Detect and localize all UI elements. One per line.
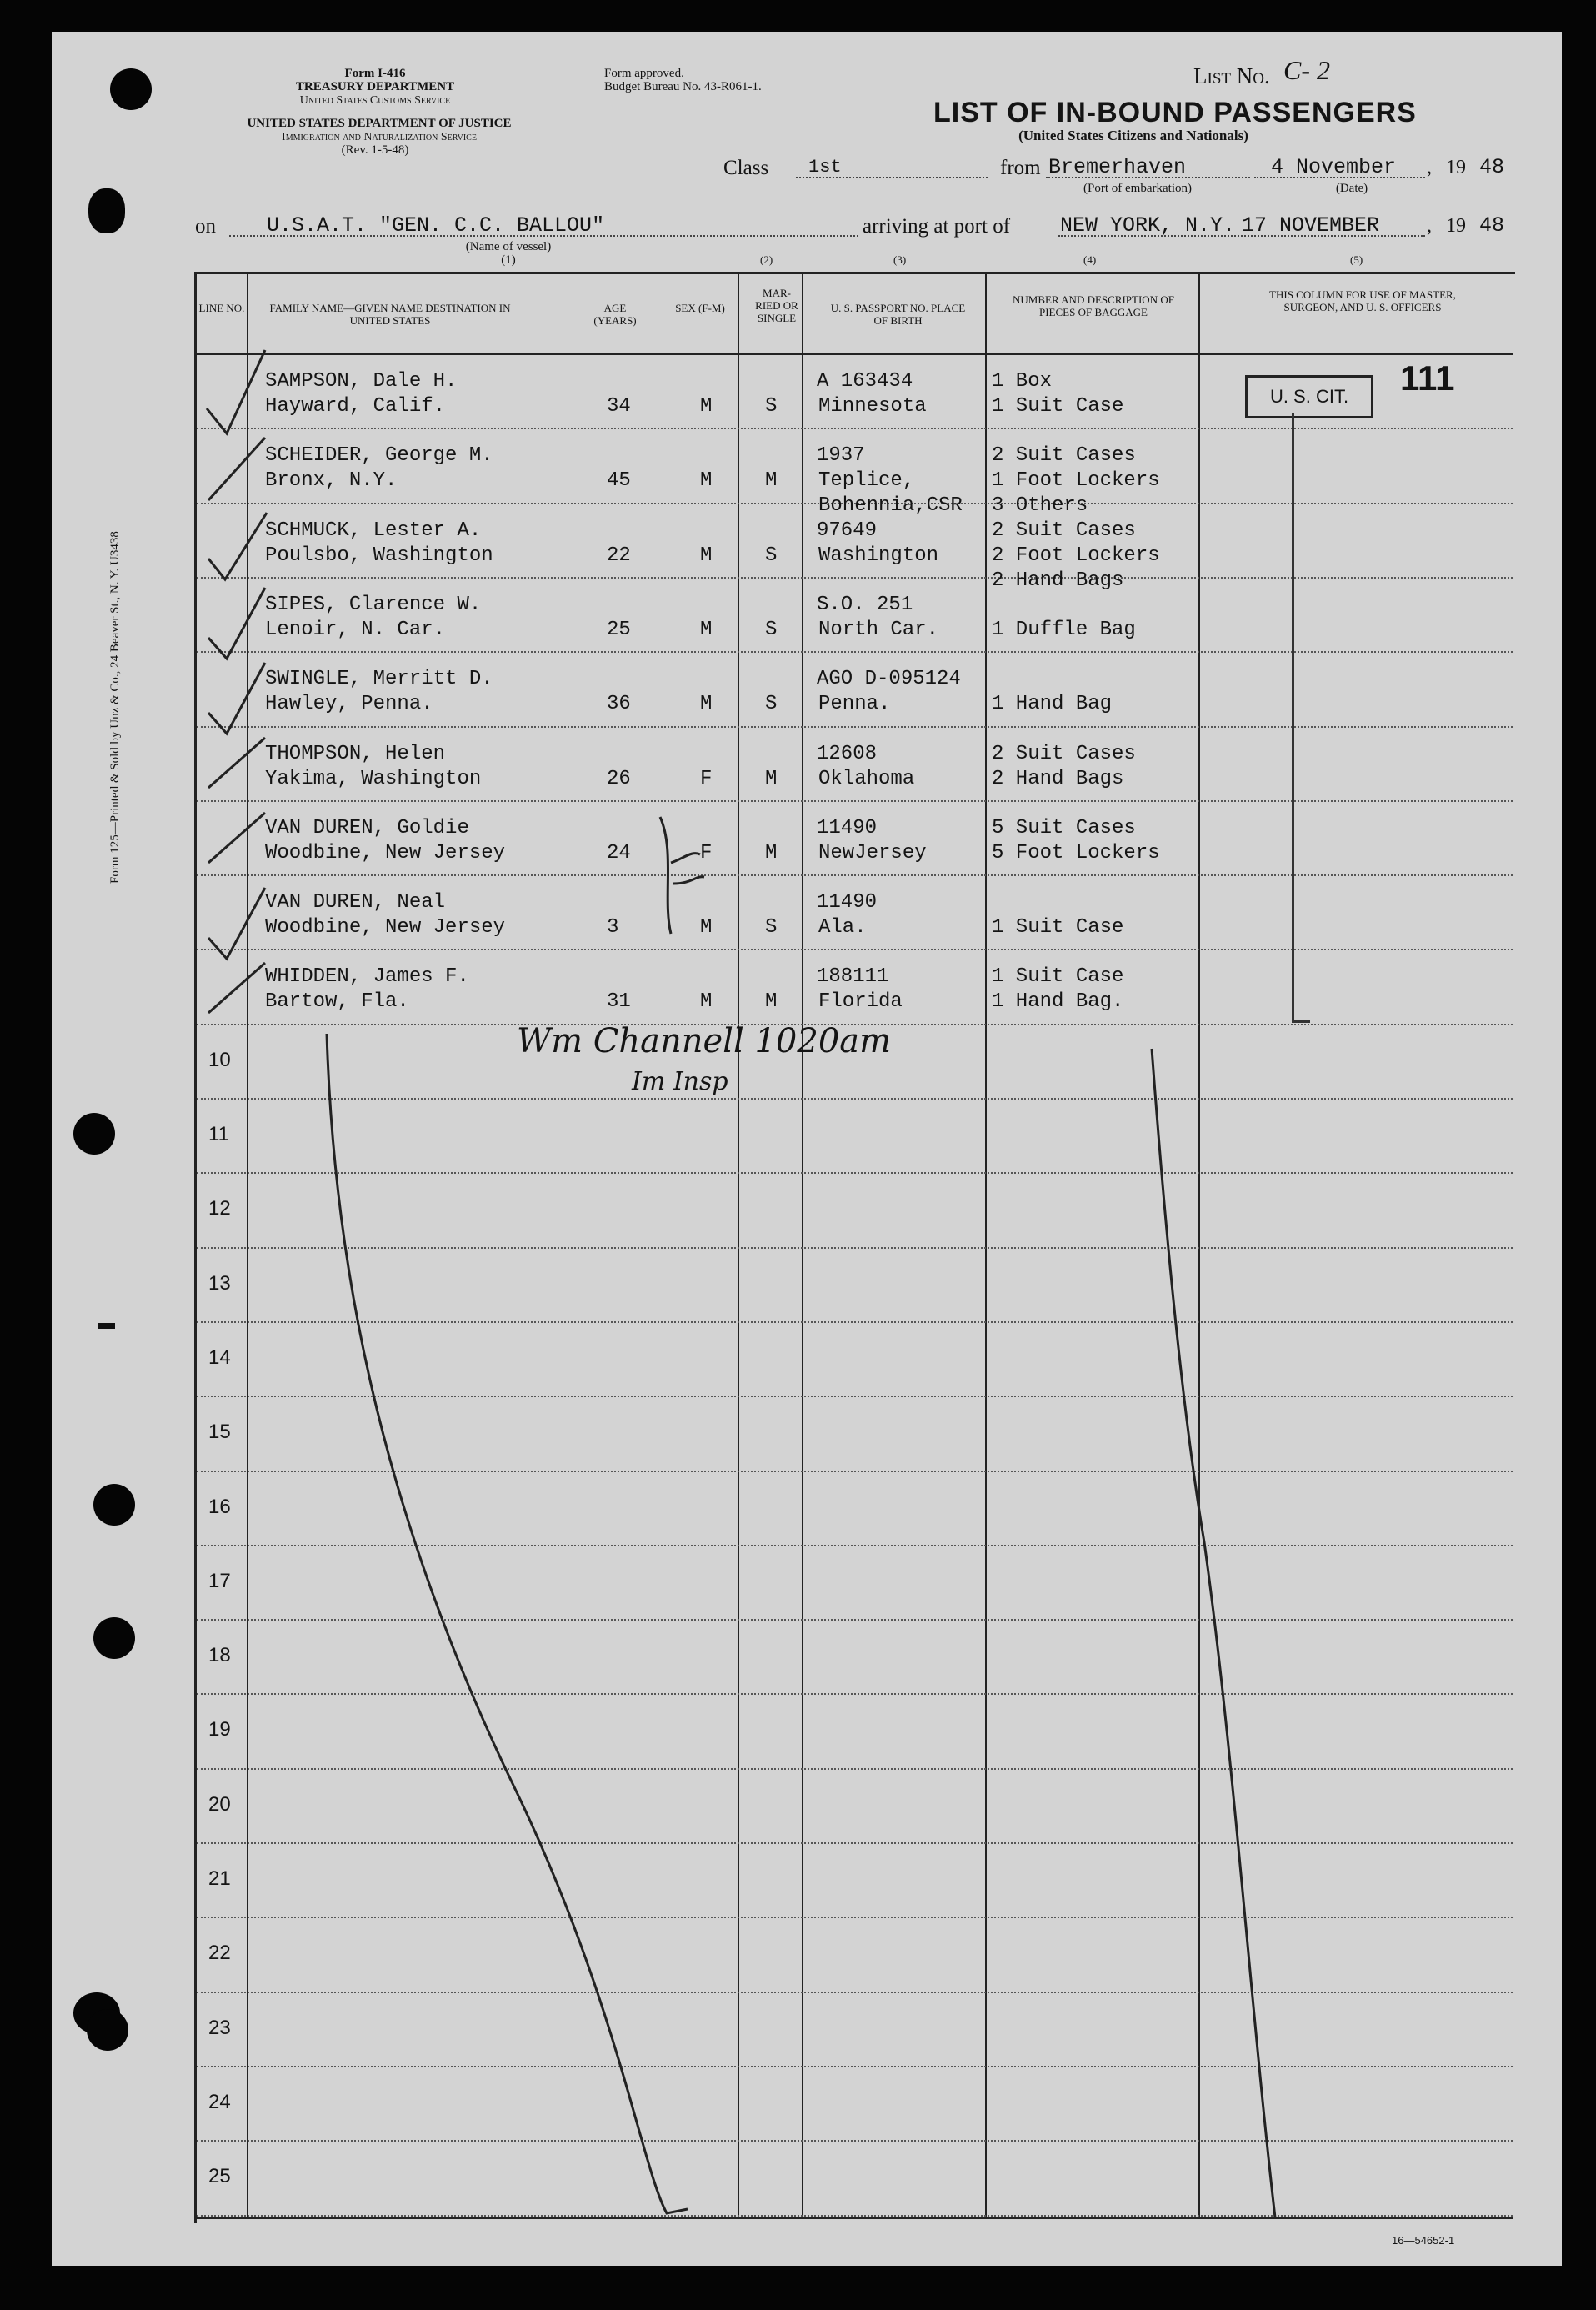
cancel-line-left xyxy=(327,1034,688,2213)
passport-number: AGO D-095124 xyxy=(817,668,961,691)
passenger-marital-status: M xyxy=(765,469,778,493)
port-of-embarkation: Bremerhaven xyxy=(1048,155,1187,179)
passenger-sex: F xyxy=(700,841,713,864)
date-caption: (Date) xyxy=(1335,182,1368,195)
check-mark-5 xyxy=(208,663,265,734)
line-number: 20 xyxy=(208,1792,231,1816)
passenger-destination: Bronx, N.Y. xyxy=(265,469,398,493)
page-subtitle: (United States Citizens and Nationals) xyxy=(1018,128,1248,143)
col-header-married: MAR-RIED OR SINGLE xyxy=(755,287,798,324)
year-value: 48 xyxy=(1479,155,1505,179)
passenger-destination: Woodbine, New Jersey xyxy=(265,916,506,940)
passenger-destination: Hayward, Calif. xyxy=(265,395,446,418)
vessel-name: U.S.A.T. "GEN. C.C. BALLOU" xyxy=(267,213,605,238)
year-prefix: 19 xyxy=(1446,157,1466,178)
passenger-destination: Hawley, Penna. xyxy=(265,693,433,716)
place-of-birth: Ala. xyxy=(818,916,867,940)
form-number: Form I-416 xyxy=(344,67,406,80)
baggage-line-1: 1 Suit Case xyxy=(992,965,1124,989)
passenger-name: WHIDDEN, James F. xyxy=(265,965,469,989)
line-number: 11 xyxy=(208,1123,229,1145)
line-number: 13 xyxy=(208,1271,231,1295)
check-mark-2 xyxy=(208,438,265,500)
passenger-name: VAN DUREN, Goldie xyxy=(265,816,469,839)
col5-number: (5) xyxy=(1350,253,1363,266)
check-mark-8 xyxy=(208,888,265,959)
place-of-birth: Penna. xyxy=(818,693,891,716)
line-number: 19 xyxy=(208,1718,231,1741)
passenger-age: 26 xyxy=(607,767,631,790)
baggage-line-2: 1 Duffle Bag xyxy=(992,618,1136,641)
passenger-sex: M xyxy=(700,618,713,641)
passenger-count: 111 xyxy=(1400,358,1455,398)
place-of-birth: Florida xyxy=(818,990,903,1014)
passenger-marital-status: M xyxy=(765,841,778,864)
passenger-sex: M xyxy=(700,990,713,1014)
baggage-line-1: 2 Suit Cases xyxy=(992,444,1136,468)
passport-number: 97649 xyxy=(817,519,878,542)
passenger-marital-status: S xyxy=(765,618,778,641)
line-number: 18 xyxy=(208,1644,231,1667)
baggage-line-1: 1 Box xyxy=(992,370,1053,393)
check-mark-7 xyxy=(208,813,265,863)
list-no-value: C- 2 xyxy=(1283,55,1330,85)
passenger-marital-status: S xyxy=(765,544,778,567)
class-label: Class xyxy=(723,157,769,179)
col-header-sex: SEX (F-M) xyxy=(675,302,725,314)
col1-number: (1) xyxy=(501,253,516,267)
passenger-sex: M xyxy=(700,544,713,567)
year-prefix-2: 19 xyxy=(1446,215,1466,237)
passenger-age: 3 xyxy=(607,916,619,940)
passenger-sex: F xyxy=(700,767,713,790)
budget-bureau: Budget Bureau No. 43-R061-1. xyxy=(604,80,762,93)
baggage-line-1: 2 Suit Cases xyxy=(992,742,1136,765)
passenger-name: VAN DUREN, Neal xyxy=(265,891,446,914)
year-label: , xyxy=(1427,215,1437,237)
passenger-destination: Poulsbo, Washington xyxy=(265,544,493,567)
form-approved: Form approved. xyxy=(604,67,684,80)
col3-number: (3) xyxy=(893,253,907,266)
passport-number: A 163434 xyxy=(817,370,913,393)
col-header-age: AGE (YEARS) xyxy=(593,302,637,327)
passenger-name: THOMPSON, Helen xyxy=(265,742,446,765)
baggage-line-1: 2 Suit Cases xyxy=(992,519,1136,542)
passenger-sex: M xyxy=(700,395,713,418)
passenger-destination: Bartow, Fla. xyxy=(265,990,409,1014)
line-number: 16 xyxy=(208,1495,231,1518)
year-label: , xyxy=(1427,157,1437,178)
passenger-name: SCHMUCK, Lester A. xyxy=(265,519,482,542)
arrival-year: 48 xyxy=(1479,213,1505,238)
passenger-name: SWINGLE, Merritt D. xyxy=(265,668,493,691)
line-number: 24 xyxy=(208,2090,231,2113)
baggage-line-2: 1 Suit Case xyxy=(992,395,1124,418)
arrival-date: 17 NOVEMBER xyxy=(1242,213,1380,238)
line-number: 12 xyxy=(208,1197,231,1220)
passenger-destination: Yakima, Washington xyxy=(265,767,482,790)
baggage-line-3: 2 Hand Bags xyxy=(992,569,1124,592)
passenger-marital-status: M xyxy=(765,990,778,1014)
on-label: on xyxy=(195,215,216,238)
vessel-caption: (Name of vessel) xyxy=(465,240,552,253)
form-footer-number: 16—54652-1 xyxy=(1392,2234,1455,2247)
col-header-baggage: NUMBER AND DESCRIPTION OF PIECES OF BAGGAGE xyxy=(1013,293,1174,318)
cancel-line-right xyxy=(1152,1049,1275,2217)
passport-number: S.O. 251 xyxy=(817,593,913,616)
passenger-marital-status: S xyxy=(765,916,778,940)
passenger-age: 36 xyxy=(607,693,631,716)
check-mark-4 xyxy=(208,588,265,659)
check-mark-3 xyxy=(208,513,267,579)
family-bracket xyxy=(660,817,704,934)
port-caption: (Port of embarkation) xyxy=(1083,182,1192,195)
baggage-line-2: 1 Hand Bag xyxy=(992,693,1113,716)
customs-service: United States Customs Service xyxy=(299,94,451,107)
inspector-signature: Wm Channell 1020am xyxy=(517,1022,892,1060)
passenger-name: SCHEIDER, George M. xyxy=(265,444,493,468)
passenger-age: 25 xyxy=(607,618,631,641)
passport-number: 1937 xyxy=(817,444,865,468)
line-number: 10 xyxy=(208,1048,231,1071)
baggage-line-2: 2 Hand Bags xyxy=(992,767,1124,790)
baggage-line-1: 5 Suit Cases xyxy=(992,816,1136,839)
arriving-label: arriving at port of xyxy=(863,215,1011,238)
revision: (Rev. 1-5-48) xyxy=(341,143,409,157)
department-treasury: TREASURY DEPARTMENT xyxy=(295,80,455,93)
col-header-line: LINE NO. xyxy=(198,302,245,314)
passenger-marital-status: S xyxy=(765,395,778,418)
baggage-line-2: 2 Foot Lockers xyxy=(992,544,1160,567)
line-number: 21 xyxy=(208,1867,231,1890)
line-number: 15 xyxy=(208,1421,231,1444)
check-mark-1 xyxy=(207,350,265,433)
list-no-label: List No. xyxy=(1193,63,1270,88)
department-justice: UNITED STATES DEPARTMENT OF JUSTICE xyxy=(247,117,512,130)
passenger-name: SAMPSON, Dale H. xyxy=(265,370,458,393)
passport-number: 188111 xyxy=(817,965,889,989)
arrival-port: NEW YORK, N.Y. xyxy=(1060,213,1236,238)
col4-number: (4) xyxy=(1083,253,1097,266)
line-number: 22 xyxy=(208,1942,231,1965)
col-header-name: FAMILY NAME—GIVEN NAME DESTINATION IN UNITED STATES xyxy=(269,302,511,327)
departure-date: 4 November xyxy=(1271,155,1397,179)
baggage-line-2: 1 Hand Bag. xyxy=(992,990,1124,1014)
page-title: LIST OF IN-BOUND PASSENGERS xyxy=(933,97,1417,128)
from-label: from xyxy=(1000,157,1041,179)
place-of-birth: Minnesota xyxy=(818,395,927,418)
printer-imprint: Form 125—Printed & Sold by Unz & Co., 24 Beaver St., N. Y. U3438 xyxy=(108,531,122,884)
passenger-name: SIPES, Clarence W. xyxy=(265,593,482,616)
us-citizen-stamp: U. S. CIT. xyxy=(1245,375,1373,418)
line-number: 25 xyxy=(208,2165,231,2188)
immigration-service: Immigration and Naturalization Service xyxy=(282,131,477,143)
passenger-marital-status: S xyxy=(765,693,778,716)
passport-number: 12608 xyxy=(817,742,878,765)
passenger-age: 45 xyxy=(607,469,631,493)
col-header-passport: U. S. PASSPORT NO. PLACE OF BIRTH xyxy=(830,302,966,327)
passenger-age: 34 xyxy=(607,395,631,418)
baggage-line-2: 1 Foot Lockers xyxy=(992,469,1160,493)
line-number: 23 xyxy=(208,2016,231,2039)
col2-number: (2) xyxy=(760,253,773,266)
passenger-sex: M xyxy=(700,469,713,493)
col-header-officers: THIS COLUMN FOR USE OF MASTER, SURGEON, AND U. S. OFFICERS xyxy=(1269,288,1456,313)
passenger-age: 31 xyxy=(607,990,631,1014)
passport-number: 11490 xyxy=(817,891,878,914)
baggage-line-2: 5 Foot Lockers xyxy=(992,841,1160,864)
passenger-destination: Lenoir, N. Car. xyxy=(265,618,446,641)
passenger-age: 24 xyxy=(607,841,631,864)
place-of-birth-line2: Bohennia,CSR xyxy=(818,494,963,518)
passenger-marital-status: M xyxy=(765,767,778,790)
baggage-line-3: 3 Others xyxy=(992,494,1088,518)
passenger-destination: Woodbine, New Jersey xyxy=(265,841,506,864)
line-number: 14 xyxy=(208,1345,231,1369)
place-of-birth: Oklahoma xyxy=(818,767,915,790)
place-of-birth: NewJersey xyxy=(818,841,927,864)
place-of-birth: Washington xyxy=(818,544,939,567)
passenger-sex: M xyxy=(700,693,713,716)
passenger-sex: M xyxy=(700,916,713,940)
inspector-title: Im Insp xyxy=(632,1067,728,1096)
baggage-line-2: 1 Suit Case xyxy=(992,916,1124,940)
place-of-birth: North Car. xyxy=(818,618,939,641)
check-mark-6 xyxy=(208,738,265,788)
class-value: 1st xyxy=(808,157,842,178)
place-of-birth: Teplice, xyxy=(818,469,915,493)
line-number: 17 xyxy=(208,1569,231,1592)
passport-number: 11490 xyxy=(817,816,878,839)
passenger-age: 22 xyxy=(607,544,631,567)
check-mark-9 xyxy=(208,963,265,1013)
